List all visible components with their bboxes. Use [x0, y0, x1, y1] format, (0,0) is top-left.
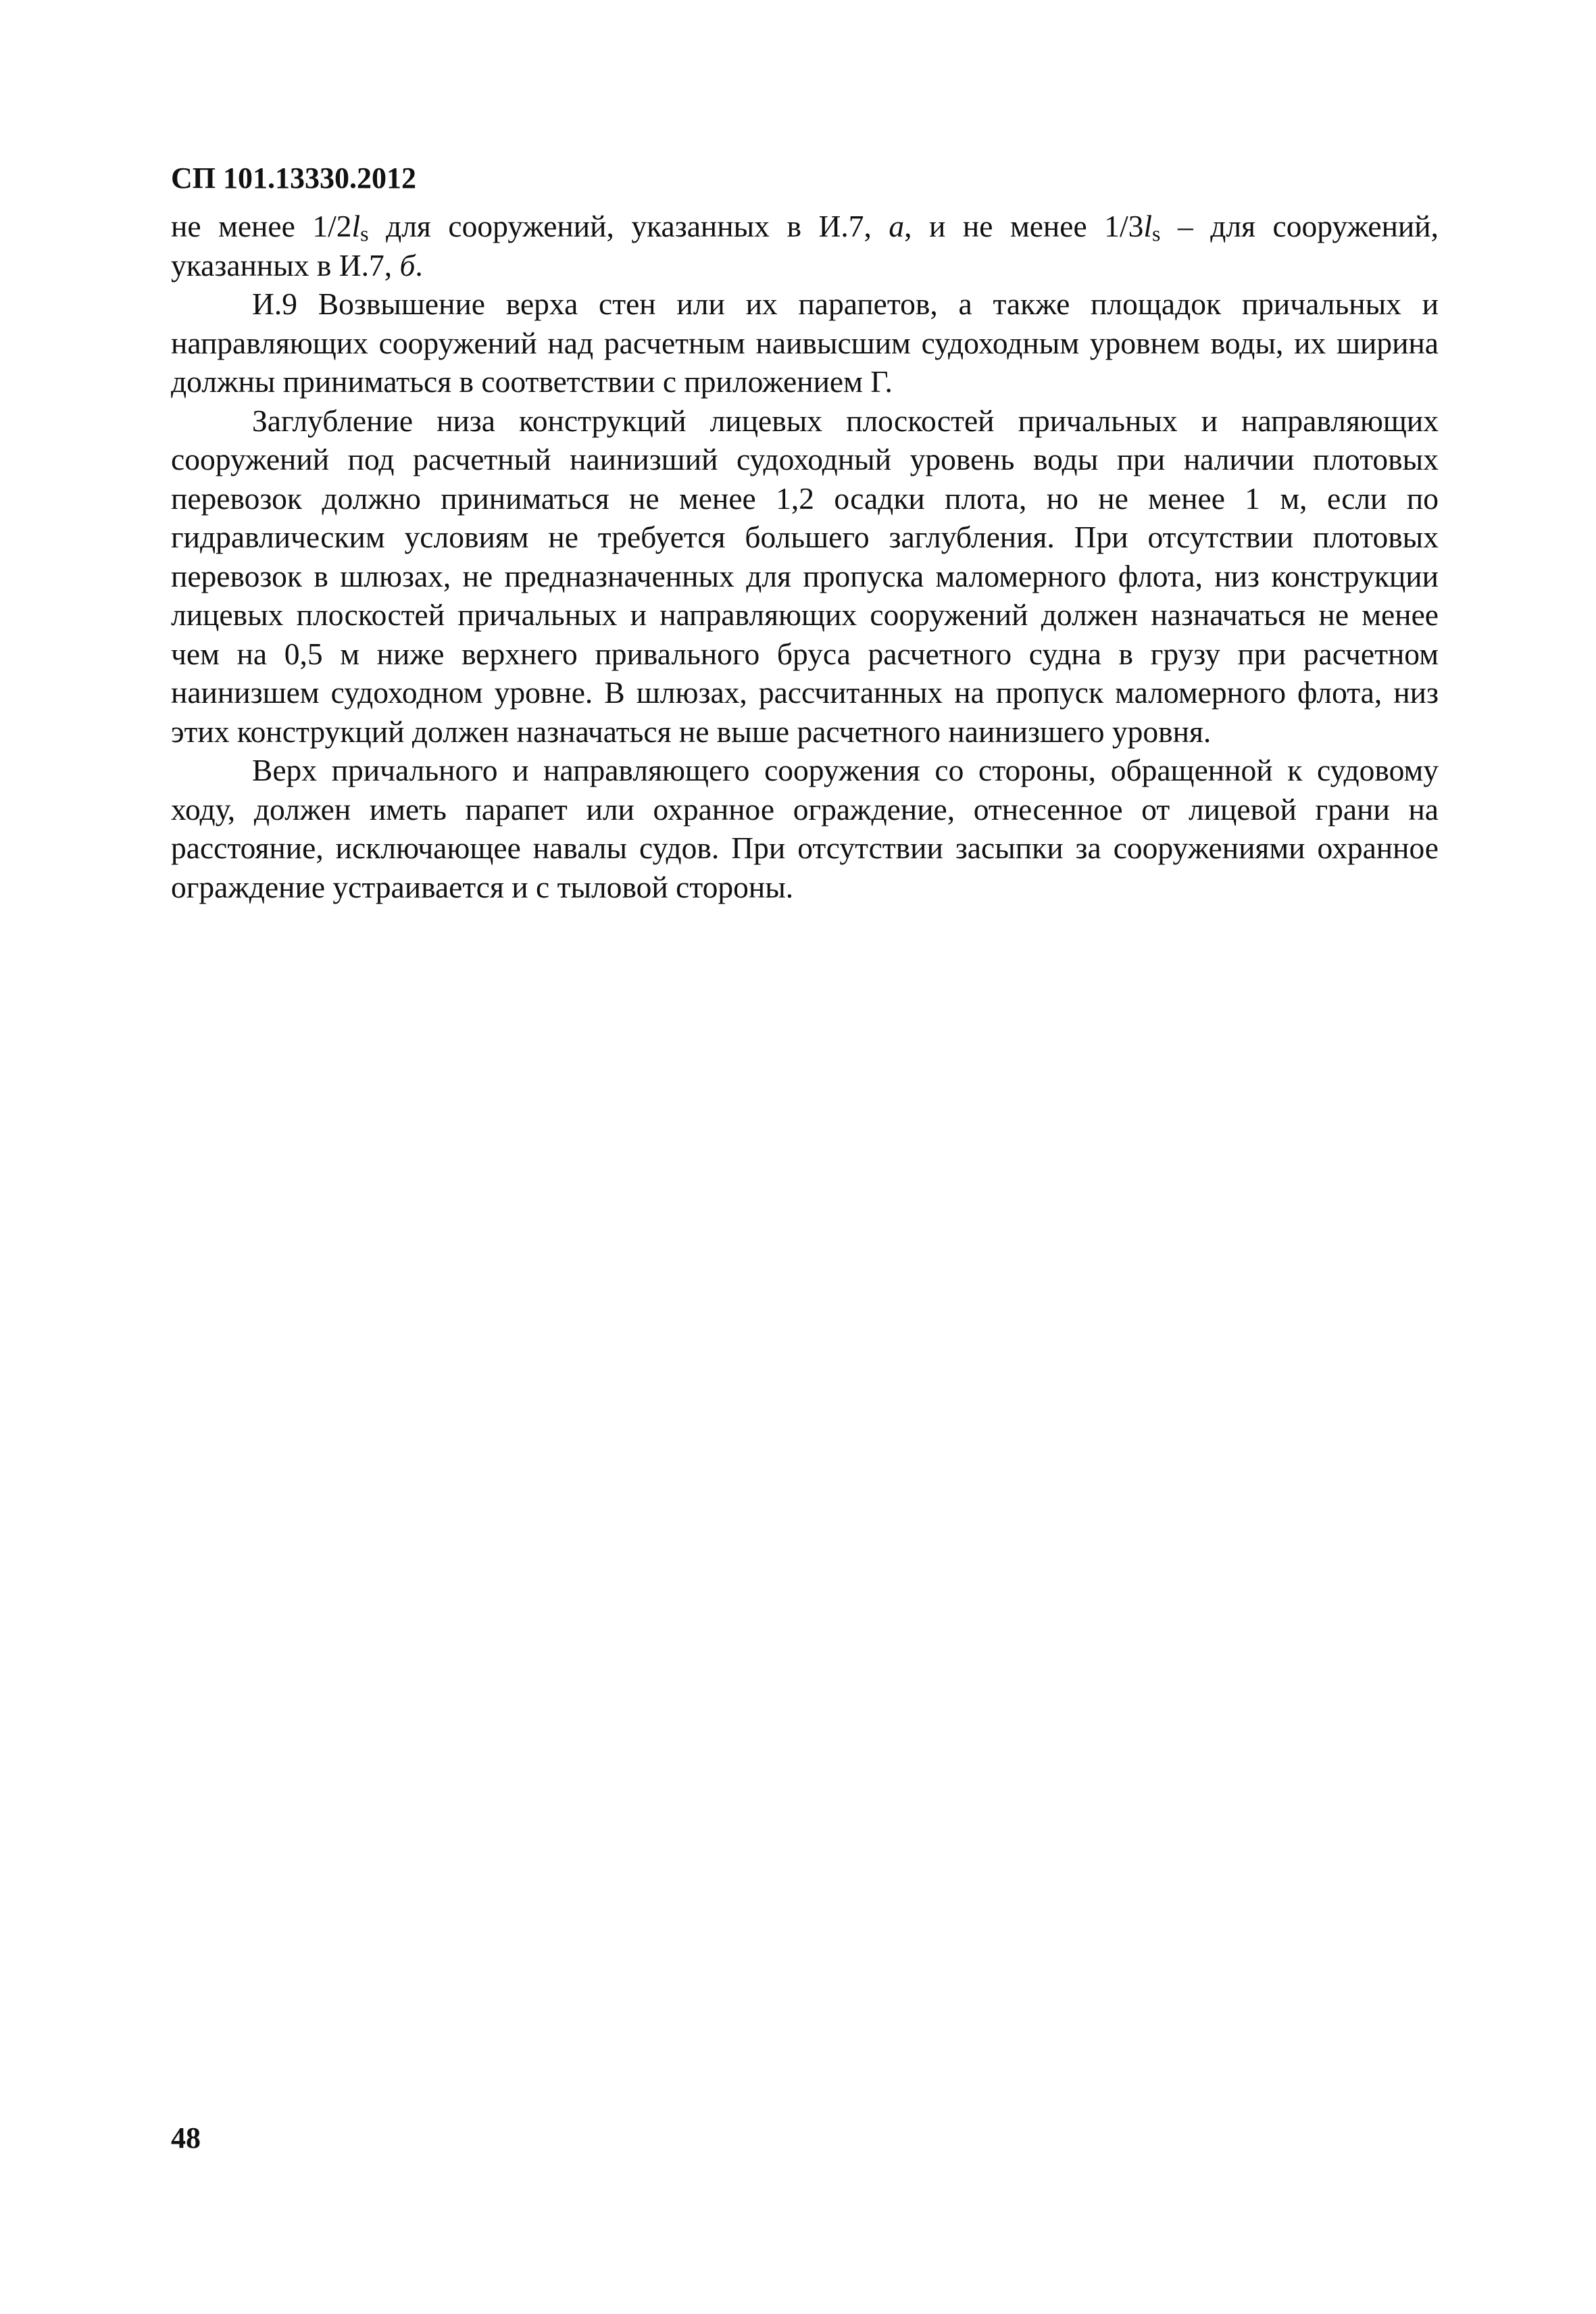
paragraph-i9: И.9 Возвышение верха стен или их парапетов, а также площадок причальных и направляющих сооружений над расчетным наивысшим судоходным уровнем воды, их ширина должны приниматься в соответствии с приложением Г.: [171, 287, 1439, 399]
text-fragment: , и не менее 1/3: [904, 209, 1144, 243]
subscript-s: s: [360, 222, 369, 246]
item-letter-b: б: [399, 247, 416, 282]
paragraph-parapet: Верх причального и направляющего сооружения со стороны, обращенной к судовому ходу, должен иметь парапет или охранное ограждение, отнесенное от лицевой грани на расстояние, исключающее навалы судов. При отсутствии засыпки за сооружениями охранное ограждение устраивается и с тыловой стороны.: [171, 753, 1439, 904]
text-fragment: – для сооружений, указанных в И.7,: [171, 209, 1439, 282]
document-code-header: СП 101.13330.2012: [171, 162, 416, 195]
page-body: [171, 207, 1439, 906]
paragraph-continuation: [171, 207, 1439, 285]
variable-l: l: [351, 209, 361, 243]
paragraph-deepening: Заглубление низа конструкций лицевых плоскостей причальных и направляющих сооружений под расчетный наинизший судоходный уровень воды при наличии плотовых перевозок должно приниматься не менее 1,2 осадки плота, но не менее 1 м, если по гидравлическим условиям не требуется большего заглубления. При отсутствии плотовых перевозок в шлюзах, не предназначенных для пропуска маломерного флота, низ конструкции лицевых плоскостей причальных и направляющих сооружений должен назначаться не менее чем на 0,5 м ниже верхнего привального бруса расчетного судна в грузу при расчетном наинизшем судоходном уровне. В шлюзах, рассчитанных на пропуск маломерного флота, низ этих конструкций должен назначаться не выше расчетного наинизшего уровня.: [171, 403, 1439, 749]
variable-l: l: [1143, 209, 1153, 243]
text-fragment: для сооружений, указанных в И.7,: [368, 209, 889, 243]
item-letter-a: а: [889, 209, 905, 243]
subscript-s: s: [1152, 222, 1161, 246]
page-number: 48: [171, 2121, 201, 2155]
text-fragment: не менее 1/2: [171, 209, 352, 243]
text-fragment: .: [415, 247, 423, 282]
